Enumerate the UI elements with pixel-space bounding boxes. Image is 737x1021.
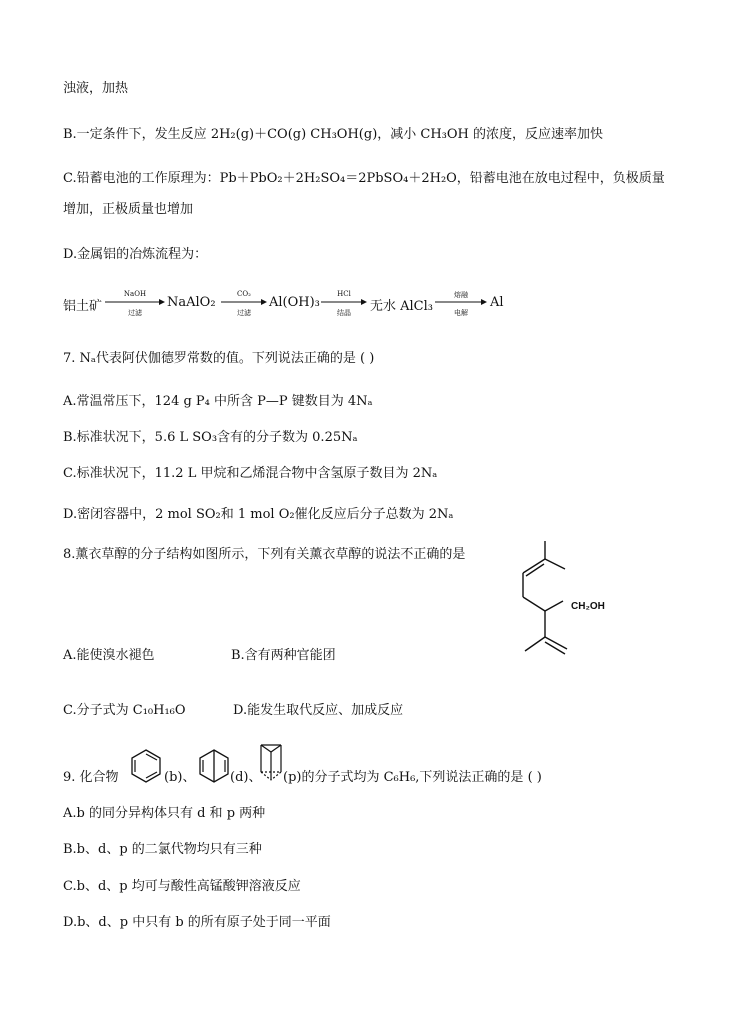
flow-arrow-2 xyxy=(221,290,267,316)
q9-prefix: 9. 化合物 xyxy=(63,770,119,785)
dewar-benzene-icon xyxy=(198,748,230,784)
q9-option-d: D.b、d、p 中只有 b 的所有原子处于同一平面 xyxy=(63,915,331,930)
flow-aloh3: Al(OH)₃ xyxy=(269,295,320,310)
q9-option-c: C.b、d、p 均可与酸性高锰酸钾溶液反应 xyxy=(63,879,301,894)
lavandulol-structure xyxy=(515,537,615,667)
q9-b-label: (b)、 xyxy=(164,770,196,785)
option-c: C.铅蓄电池的工作原理为：Pb＋PbO₂＋2H₂SO₄＝2PbSO₄＋2H₂O，铅蓄电池在放电过程中，负极质量 xyxy=(63,171,665,186)
option-c-cont: 增加，正极质量也增加 xyxy=(63,202,194,217)
arrow-3-bottom: 结晶 xyxy=(337,309,351,317)
q8-option-b: B.含有两种官能团 xyxy=(231,648,336,663)
q8-option-c: C.分子式为 C₁₀H₁₆O xyxy=(63,703,186,718)
arrow-2-bottom: 过滤 xyxy=(237,309,251,317)
text-line: 浊液，加热 xyxy=(63,81,129,96)
q9-option-b: B.b、d、p 的二氯代物均只有三种 xyxy=(63,842,262,857)
q9-p-label: (p)的分子式均为 C₆H₆,下列说法正确的是 ( ) xyxy=(283,770,542,785)
q7-option-b: B.标准状况下，5.6 L SO₃含有的分子数为 0.25Nₐ xyxy=(63,430,358,445)
q7-option-d: D.密闭容器中，2 mol SO₂和 1 mol O₂催化反应后分子总数为 2Nₐ xyxy=(63,507,454,522)
flow-al: Al xyxy=(490,295,504,310)
q8-stem: 8.薰衣草醇的分子结构如图所示，下列有关薰衣草醇的说法不正确的是 xyxy=(63,547,466,562)
flow-ore: 铝土矿 xyxy=(63,299,103,314)
arrow-3-icon xyxy=(321,299,367,305)
q9-d-label: (d)、 xyxy=(230,770,262,785)
benzene-icon xyxy=(130,748,162,784)
arrow-2-top: CO₂ xyxy=(237,290,251,298)
q7-option-a: A.常温常压下，124 g P₄ 中所含 P—P 键数目为 4Nₐ xyxy=(63,394,373,409)
arrow-4-bottom: 电解 xyxy=(454,309,468,317)
q9-option-a: A.b 的同分异构体只有 d 和 p 两种 xyxy=(63,806,266,821)
prismane-icon xyxy=(258,742,284,784)
arrow-2-icon xyxy=(221,299,267,305)
arrow-1-bottom: 过滤 xyxy=(128,309,142,317)
arrow-1-icon xyxy=(105,299,165,305)
q8-option-a: A.能使溴水褪色 xyxy=(63,648,155,663)
q7-stem: 7. Nₐ代表阿伏伽德罗常数的值。下列说法正确的是 ( ) xyxy=(63,351,375,366)
flow-naalo2: NaAlO₂ xyxy=(167,295,216,310)
flow-arrow-3 xyxy=(321,290,367,316)
q8-option-d: D.能发生取代反应、加成反应 xyxy=(233,703,404,718)
ch2oh-label: CH₂OH xyxy=(571,601,605,612)
flow-arrow-1 xyxy=(105,290,165,316)
arrow-4-top: 熔融 xyxy=(454,291,468,299)
q7-option-c: C.标准状况下，11.2 L 甲烷和乙烯混合物中含氢原子数目为 2Nₐ xyxy=(63,466,438,481)
aluminum-flow xyxy=(63,290,583,316)
option-d: D.金属铝的冶炼流程为： xyxy=(63,247,208,262)
arrow-3-top: HCl xyxy=(337,290,351,298)
flow-arrow-4 xyxy=(435,290,487,316)
flow-alcl3: 无水 AlCl₃ xyxy=(370,299,433,314)
arrow-4-icon xyxy=(435,299,487,305)
arrow-1-top: NaOH xyxy=(123,290,147,298)
option-b: B.一定条件下，发生反应 2H₂(g)＋CO(g) CH₃OH(g)，减小 CH₃OH 的浓度，反应速率加快 xyxy=(63,127,604,142)
